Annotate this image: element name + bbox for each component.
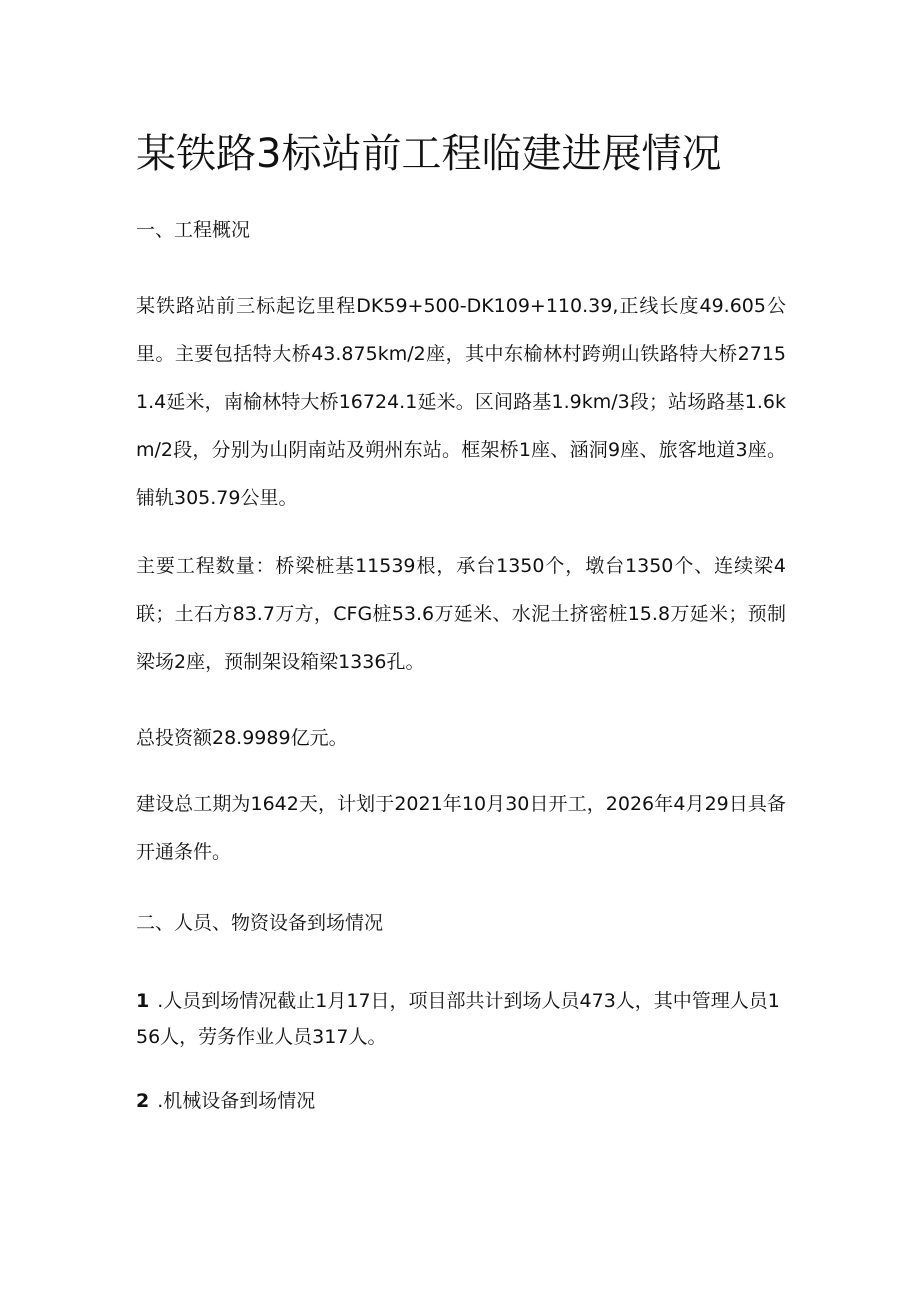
list-item-number: 2 <box>136 1090 150 1112</box>
section-heading-personnel: 二、人员、物资设备到场情况 <box>136 912 384 934</box>
list-item-equipment <box>136 1083 786 1119</box>
paragraph-project-scope: 某铁路站前三标起讫里程DK59+500-DK109+110.39,正线长度49.605公里。主要包括特大桥43.875km∕2座，其中东榆林村跨朔山铁路特大桥27151.4延米，南榆林特大桥16724.1延米。区间路基1.9km∕3段；站场路基1.6km∕2段，分别为山阴南站及朔州东站。框架桥1座、涵洞9座、旅客地道3座。铺轨305.79公里。 <box>136 295 786 509</box>
document-title: 某铁路3标站前工程临建进展情况 <box>136 131 722 177</box>
list-item-number: 1 <box>136 990 150 1012</box>
list-item-text: .机械设备到场情况 <box>157 1090 316 1112</box>
list-item-personnel <box>136 983 786 1055</box>
list-item-text: .人员到场情况截止1月17日，项目部共计到场人员473人，其中管理人员156人，劳务作业人员317人。 <box>136 990 780 1048</box>
paragraph-investment: 总投资额28.9989亿元。 <box>136 727 348 749</box>
paragraph-quantities: 主要工程数量：桥梁桩基11539根，承台1350个，墩台1350个、连续梁4联；土石方83.7万方，CFG桩53.6万延米、水泥土挤密桩15.8万延米；预制梁场2座，预制架设箱梁1336孔。 <box>136 555 786 673</box>
section-heading-overview: 一、工程概况 <box>136 219 251 241</box>
paragraph-schedule: 建设总工期为1642天，计划于2021年10月30日开工，2026年4月29日具备开通条件。 <box>136 793 786 863</box>
